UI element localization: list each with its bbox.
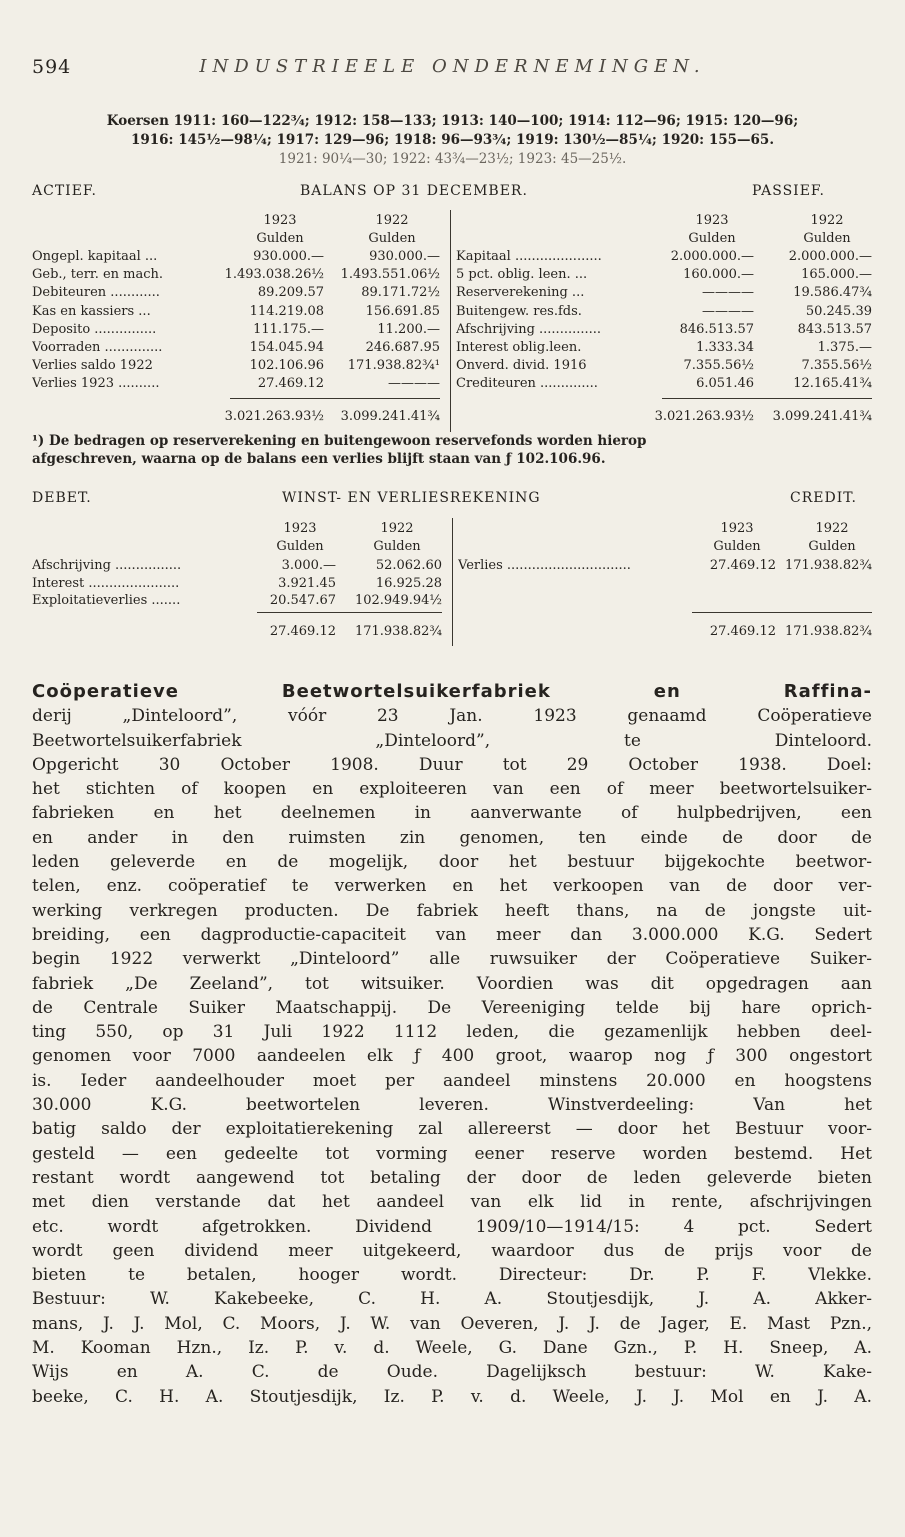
article-line: bieten te betalen, hooger wordt. Directeur: Dr. P. F. Vlekke. — [32, 1265, 872, 1286]
article-line: Opgericht 30 October 1908. Duur tot 29 October 1938. Doel: — [32, 754, 872, 775]
balans-table — [32, 210, 872, 425]
actief-value-1922: ———— — [388, 376, 440, 392]
balans-row — [32, 267, 872, 283]
winst-right-total-rule — [692, 612, 872, 613]
article-line: derij „Dinteloord”, vóór 23 Jan. 1923 genaamd Coöperatieve — [32, 706, 872, 727]
balans-right-currency-1922: Gulden — [803, 231, 851, 246]
credit-label: CREDIT. — [790, 490, 857, 506]
article-line: de Centrale Suiker Maatschappij. De Vereeniging telde bij hare oprich- — [32, 997, 872, 1018]
debet-label: Interest ...................... — [32, 575, 180, 591]
balans-row — [32, 376, 872, 392]
passief-value-1923: ———— — [702, 285, 754, 301]
balans-title: BALANS OP 31 DECEMBER. — [300, 183, 528, 199]
article-line: leden geleverde en de mogelijk, door het bestuur bijgekochte beetwor- — [32, 852, 872, 873]
actief-label: Deposito ............... — [32, 321, 157, 337]
article-line: wordt geen dividend meer uitgekeerd, waardoor dus de prijs voor de — [32, 1240, 872, 1261]
actief-value-1923: 114.219.08 — [249, 303, 324, 319]
balans-divider — [450, 210, 451, 432]
passief-label: Crediteuren .............. — [456, 376, 598, 392]
credit-value-1923: 27.469.12 — [709, 558, 776, 573]
winst-left-total-rule — [257, 612, 442, 613]
passief-value-1923: 1.333.34 — [696, 340, 754, 355]
debet-value-1923: 3.921.45 — [278, 575, 336, 591]
actief-value-1922: 930.000.— — [369, 249, 440, 264]
winst-left-year-1922: 1922 — [380, 521, 414, 536]
passief-label: Kapitaal ..................... — [456, 249, 602, 264]
article-line: en ander in den ruimsten zin genomen, ten einde de door de — [32, 827, 872, 848]
winst-left-total-1922: 171.938.82¾ — [354, 624, 442, 639]
winst-right-total-1922: 171.938.82¾ — [784, 624, 872, 639]
winst-right-total-1923: 27.469.12 — [709, 624, 776, 639]
winst-right-year-1922: 1922 — [815, 521, 849, 536]
winst-title: WINST- EN VERLIESREKENING — [282, 490, 541, 506]
page-number: 594 — [32, 56, 72, 78]
debet-label: Exploitatieverlies ....... — [32, 593, 181, 608]
passief-value-1922: 12.165.41¾ — [793, 376, 872, 392]
balans-right-total-rule — [662, 398, 872, 399]
actief-value-1923: 1.493.038.26½ — [224, 267, 324, 283]
actief-value-1922: 1.493.551.06½ — [340, 267, 440, 283]
credit-label: Verlies .............................. — [458, 558, 631, 573]
passief-value-1923: 846.513.57 — [679, 321, 754, 337]
debet-label: DEBET. — [32, 490, 92, 506]
balans-right-year-1923: 1923 — [695, 213, 729, 228]
balans-row — [32, 340, 872, 356]
koersen-line-1: Koersen 1911: 160—122¾; 1912: 158—133; 1913: 140—100; 1914: 112—96; 1915: 120—96; — [106, 113, 799, 129]
passief-label: Onverd. divid. 1916 — [456, 358, 587, 374]
article-line: het stichten of koopen en exploiteeren van een of meer beetwortelsuiker- — [32, 779, 872, 800]
article-line: mans, J. J. Mol, C. Moors, J. W. van Oeveren, J. J. de Jager, E. Mast Pzn., — [32, 1313, 872, 1334]
passief-label: Buitengew. res.fds. — [456, 303, 582, 319]
article-line: Wijs en A. C. de Oude. Dagelijksch bestuur: W. Kake- — [32, 1362, 872, 1383]
actief-label: Debiteuren ............ — [32, 285, 160, 301]
article-line: etc. wordt afgetrokken. Dividend 1909/10—1914/15: 4 pct. Sedert — [32, 1216, 872, 1237]
balans-left-currency-1923: Gulden — [256, 231, 304, 246]
actief-value-1923: 102.106.96 — [249, 358, 324, 374]
actief-value-1922: 246.687.95 — [365, 340, 440, 355]
passief-value-1923: ———— — [702, 303, 754, 319]
actief-value-1922: 89.171.72½ — [361, 285, 440, 301]
balans-right-currency-1923: Gulden — [688, 231, 736, 246]
winst-right-currency-1922: Gulden — [808, 539, 856, 554]
passief-value-1922: 843.513.57 — [797, 321, 872, 337]
winst-left-year-1923: 1923 — [283, 521, 317, 536]
actief-value-1923: 930.000.— — [253, 249, 324, 264]
balans-right-year-1922: 1922 — [810, 213, 844, 228]
balans-row — [32, 285, 872, 301]
passief-value-1923: 160.000.— — [683, 267, 754, 283]
debet-label: Afschrijving ................ — [32, 558, 182, 573]
balans-row — [32, 304, 872, 320]
debet-value-1923: 20.547.67 — [269, 593, 336, 608]
balans-row — [32, 358, 872, 374]
article-line: gesteld — een gedeelte tot vorming eener reserve worden bestemd. Het — [32, 1143, 872, 1164]
balans-left-year-1923: 1923 — [263, 213, 297, 228]
winst-total-row — [32, 624, 872, 640]
winst-right-year-1923: 1923 — [720, 521, 754, 536]
balans-left-total-rule — [230, 398, 440, 399]
koersen-block — [30, 112, 875, 169]
article-line: is. Ieder aandeelhouder moet per aandeel minstens 20.000 en hoogstens — [32, 1070, 872, 1091]
balans-left-total-1922: 3.099.241.41¾ — [340, 409, 440, 424]
actief-value-1923: 111.175.— — [253, 321, 324, 337]
passief-label: PASSIEF. — [752, 183, 825, 199]
koersen-line-3: 1921: 90¼—30; 1922: 43¾—23½; 1923: 45—25½. — [278, 151, 627, 167]
winst-right-currency-1923: Gulden — [713, 539, 761, 554]
footnote-line-1: ¹) De bedragen op reserverekening en buitengewoon reservefonds worden hierop — [32, 433, 647, 449]
actief-label: Voorraden .............. — [32, 340, 163, 355]
balans-left-currency-1922: Gulden — [368, 231, 416, 246]
article-line: ting 550, op 31 Juli 1922 1112 leden, die gezamenlijk hebben deel- — [32, 1022, 872, 1043]
winst-table — [32, 518, 872, 648]
passief-value-1922: 2.000.000.— — [788, 249, 872, 264]
article-line: met dien verstande dat het aandeel van elk lid in rente, afschrijvingen — [32, 1192, 872, 1213]
article-line: telen, enz. coöperatief te verwerken en het verkoopen van de door ver- — [32, 876, 872, 897]
winst-left-total-1923: 27.469.12 — [269, 624, 336, 639]
actief-value-1923: 27.469.12 — [257, 376, 324, 392]
balans-right-total-1922: 3.099.241.41¾ — [772, 409, 872, 424]
passief-label: Reserverekening ... — [456, 285, 585, 301]
balans-currency-row — [32, 231, 872, 247]
actief-value-1922: 156.691.85 — [365, 303, 440, 319]
running-title: INDUSTRIEELE ONDERNEMINGEN. — [199, 56, 706, 77]
page-header — [0, 52, 905, 82]
passief-value-1922: 50.245.39 — [805, 303, 872, 319]
passief-value-1923: 6.051.46 — [696, 376, 754, 392]
article-line: Beetwortelsuikerfabriek „Dinteloord”, te Dinteloord. — [32, 730, 872, 751]
balans-left-year-1922: 1922 — [375, 213, 409, 228]
debet-value-1922: 102.949.94½ — [354, 593, 442, 608]
actief-value-1922: 171.938.82¾¹ — [347, 358, 440, 374]
actief-value-1922: 11.200.— — [377, 321, 440, 337]
passief-value-1923: 7.355.56½ — [683, 358, 754, 374]
article-line: fabrieken en het deelnemen in aanverwante of hulpbedrijven, een — [32, 803, 872, 824]
debet-value-1922: 52.062.60 — [375, 558, 442, 573]
passief-value-1922: 7.355.56½ — [801, 358, 872, 374]
actief-label: ACTIEF. — [32, 183, 97, 199]
passief-value-1923: 2.000.000.— — [670, 249, 754, 264]
article-line: batig saldo der exploitatierekening zal allereerst — door het Bestuur voor- — [32, 1119, 872, 1140]
credit-value-1922: 171.938.82¾ — [784, 558, 872, 573]
debet-value-1923: 3.000.— — [281, 558, 336, 573]
footnote — [32, 432, 872, 468]
actief-label: Ongepl. kapitaal ... — [32, 249, 158, 264]
article-line: breiding, een dagproductie-capaciteit van meer dan 3.000.000 K.G. Sedert — [32, 924, 872, 945]
company-article — [32, 680, 872, 1409]
actief-label: Verlies saldo 1922 — [32, 358, 153, 374]
passief-value-1922: 19.586.47¾ — [793, 285, 872, 301]
article-line: M. Kooman Hzn., Iz. P. v. d. Weele, G. Dane Gzn., P. H. Sneep, A. — [32, 1338, 872, 1359]
passief-label: 5 pct. oblig. leen. ... — [456, 267, 588, 283]
article-line: Bestuur: W. Kakebeeke, C. H. A. Stoutjesdijk, J. A. Akker- — [32, 1289, 872, 1310]
article-line: 30.000 K.G. beetwortelen leveren. Winstverdeeling: Van het — [32, 1095, 872, 1116]
footnote-line-2: afgeschreven, waarna op de balans een verlies blijft staan van ƒ 102.106.96. — [32, 451, 606, 467]
passief-value-1922: 1.375.— — [817, 340, 872, 355]
winst-left-currency-1922: Gulden — [373, 539, 421, 554]
passief-label: Afschrijving ............... — [456, 321, 602, 337]
actief-value-1923: 154.045.94 — [249, 340, 324, 355]
article-line: genomen voor 7000 aandeelen elk ƒ 400 groot, waarop nog ƒ 300 ongestort — [32, 1046, 872, 1067]
balans-left-total-1923: 3.021.263.93½ — [224, 409, 324, 424]
article-line: beeke, C. H. A. Stoutjesdijk, Iz. P. v. d. Weele, J. J. Mol en J. A. — [32, 1386, 872, 1407]
article-line: fabriek „De Zeeland”, tot witsuiker. Voordien was dit opgedragen aan — [32, 973, 872, 994]
article-line: begin 1922 verwerkt „Dinteloord” alle ruwsuiker der Coöperatieve Suiker- — [32, 949, 872, 970]
actief-value-1923: 89.209.57 — [257, 285, 324, 301]
balans-year-row — [32, 213, 872, 229]
debet-value-1922: 16.925.28 — [375, 575, 442, 591]
balans-row — [32, 249, 872, 265]
article-line: restant wordt aangewend tot betaling der door de leden geleverde bieten — [32, 1167, 872, 1188]
balans-right-total-1923: 3.021.263.93½ — [654, 409, 754, 424]
koersen-line-2: 1916: 145½—98¼; 1917: 129—96; 1918: 96—93¾; 1919: 130½—85¼; 1920: 155—65. — [130, 132, 775, 148]
passief-value-1922: 165.000.— — [801, 267, 872, 283]
article-line: werking verkregen producten. De fabriek heeft thans, na de jongste uit- — [32, 900, 872, 921]
balans-total-row — [32, 409, 872, 425]
balans-row — [32, 322, 872, 338]
passief-label: Interest oblig.leen. — [456, 340, 582, 355]
actief-label: Kas en kassiers ... — [32, 303, 151, 319]
actief-label: Verlies 1923 .......... — [32, 376, 160, 392]
actief-label: Geb., terr. en mach. — [32, 267, 164, 283]
article-title-line: Coöperatieve Beetwortelsuikerfabriek en Raffina- — [32, 681, 872, 702]
winst-left-currency-1923: Gulden — [276, 539, 324, 554]
